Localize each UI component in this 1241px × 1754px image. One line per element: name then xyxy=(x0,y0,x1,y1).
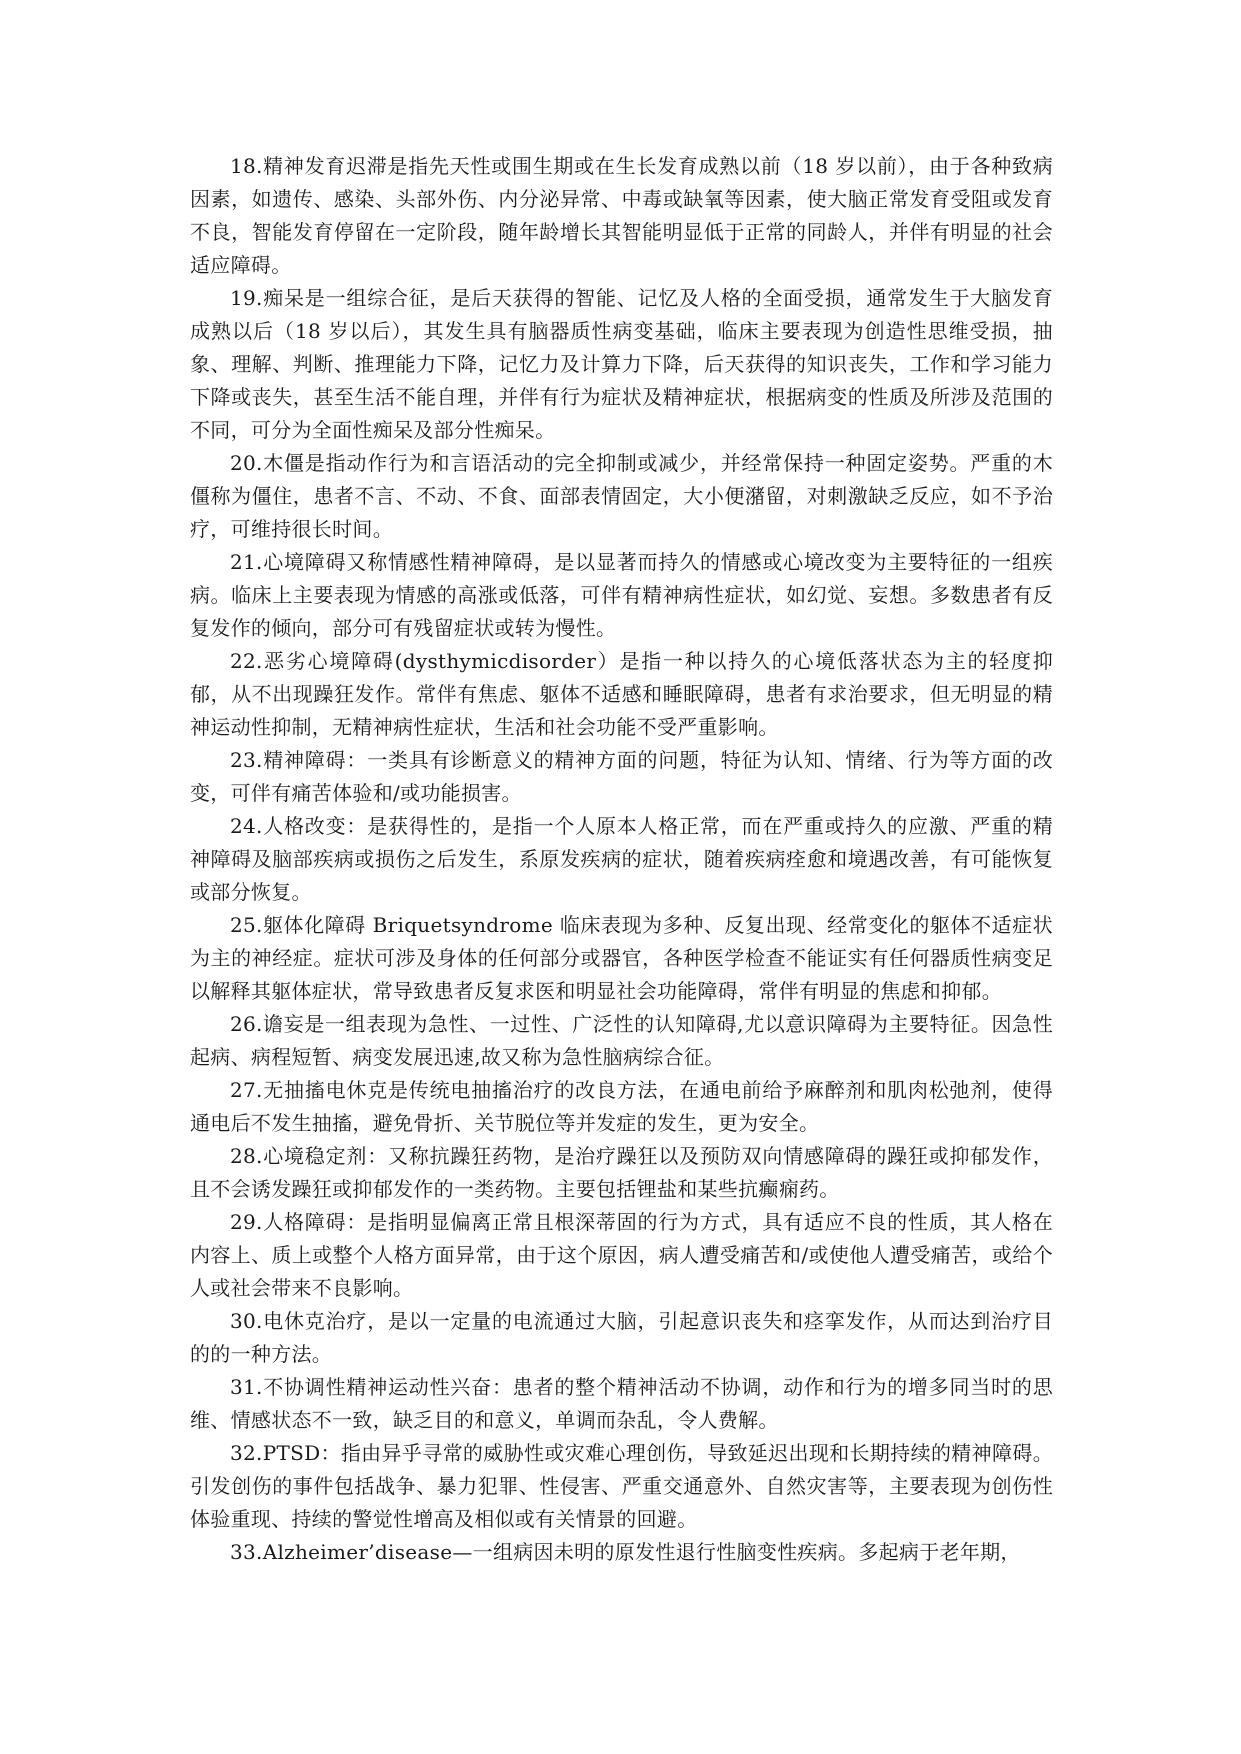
paragraph-23: 23.精神障碍：一类具有诊断意义的精神方面的问题，特征为认知、情绪、行为等方面的改变，可伴有痛苦体验和/或功能损害。 xyxy=(190,748,1053,805)
document-body xyxy=(190,150,1053,1569)
paragraph-32: 32.PTSD：指由异乎寻常的威胁性或灾难心理创伤，导致延迟出现和长期持续的精神障碍。引发创伤的事件包括战争、暴力犯罪、性侵害、严重交通意外、自然灾害等，主要表现为创伤性体验重现、持续的警觉性增高及相似或有关情景的回避。 xyxy=(190,1441,1053,1531)
paragraph-19: 19.痴呆是一组综合征，是后天获得的智能、记忆及人格的全面受损，通常发生于大脑发育成熟以后（18 岁以后），其发生具有脑器质性病变基础，临床主要表现为创造性思维受损，抽象、理解、判断、推理能力下降，记忆力及计算力下降，后天获得的知识丧失，工作和学习能力下降或丧失，甚至生活不能自理，并伴有行为症状及精神症状，根据病变的性质及所涉及范围的不同，可分为全面性痴呆及部分性痴呆。 xyxy=(190,286,1053,442)
paragraph-31: 31.不协调性精神运动性兴奋：患者的整个精神活动不协调，动作和行为的增多同当时的思维、情感状态不一致，缺乏目的和意义，单调而杂乱，令人费解。 xyxy=(190,1375,1053,1432)
paragraph-22: 22.恶劣心境障碍(dysthymicdisorder）是指一种以持久的心境低落状态为主的轻度抑郁，从不出现躁狂发作。常伴有焦虑、躯体不适感和睡眠障碍，患者有求治要求，但无明显的精神运动性抑制，无精神病性症状，生活和社会功能不受严重影响。 xyxy=(190,649,1053,739)
paragraph-24: 24.人格改变：是获得性的，是指一个人原本人格正常，而在严重或持久的应激、严重的精神障碍及脑部疾病或损伤之后发生，系原发疾病的症状，随着疾病痊愈和境遇改善，有可能恢复或部分恢复。 xyxy=(190,814,1053,904)
paragraph-21: 21.心境障碍又称情感性精神障碍，是以显著而持久的情感或心境改变为主要特征的一组疾病。临床上主要表现为情感的高涨或低落，可伴有精神病性症状，如幻觉、妄想。多数患者有反复发作的倾向，部分可有残留症状或转为慢性。 xyxy=(190,550,1053,640)
paragraph-20: 20.木僵是指动作行为和言语活动的完全抑制或减少，并经常保持一种固定姿势。严重的木僵称为僵住，患者不言、不动、不食、面部表情固定，大小便潴留，对刺激缺乏反应，如不予治疗，可维持很长时间。 xyxy=(190,451,1053,541)
paragraph-33: 33.Alzheimer’disease—一组病因未明的原发性退行性脑变性疾病。多起病于老年期， xyxy=(230,1540,1021,1564)
paragraph-18: 18.精神发育迟滞是指先天性或围生期或在生长发育成熟以前（18 岁以前），由于各种致病因素，如遗传、感染、头部外伤、内分泌异常、中毒或缺氧等因素，使大脑正常发育受阻或发育不良，智能发育停留在一定阶段，随年龄增长其智能明显低于正常的同龄人，并伴有明显的社会适应障碍。 xyxy=(190,154,1053,277)
paragraph-27: 27.无抽搐电休克是传统电抽搐治疗的改良方法，在通电前给予麻醉剂和肌肉松弛剂，使得通电后不发生抽搐，避免骨折、关节脱位等并发症的发生，更为安全。 xyxy=(190,1078,1053,1135)
paragraph-25: 25.躯体化障碍 Briquetsyndrome 临床表现为多种、反复出现、经常变化的躯体不适症状为主的神经症。症状可涉及身体的任何部分或器官，各种医学检查不能证实有任何器质性病变足以解释其躯体症状，常导致患者反复求医和明显社会功能障碍，常伴有明显的焦虑和抑郁。 xyxy=(190,913,1053,1003)
paragraph-28: 28.心境稳定剂：又称抗躁狂药物，是治疗躁狂以及预防双向情感障碍的躁狂或抑郁发作，且不会诱发躁狂或抑郁发作的一类药物。主要包括锂盐和某些抗癫痫药。 xyxy=(190,1144,1053,1201)
paragraph-29: 29.人格障碍：是指明显偏离正常且根深蒂固的行为方式，具有适应不良的性质，其人格在内容上、质上或整个人格方面异常，由于这个原因，病人遭受痛苦和/或使他人遭受痛苦，或给个人或社会带来不良影响。 xyxy=(190,1210,1053,1300)
paragraph-30: 30.电休克治疗，是以一定量的电流通过大脑，引起意识丧失和痉挛发作，从而达到治疗目的的一种方法。 xyxy=(190,1309,1053,1366)
paragraph-26: 26.谵妄是一组表现为急性、一过性、广泛性的认知障碍,尤以意识障碍为主要特征。因急性起病、病程短暂、病变发展迅速,故又称为急性脑病综合征。 xyxy=(190,1012,1053,1069)
